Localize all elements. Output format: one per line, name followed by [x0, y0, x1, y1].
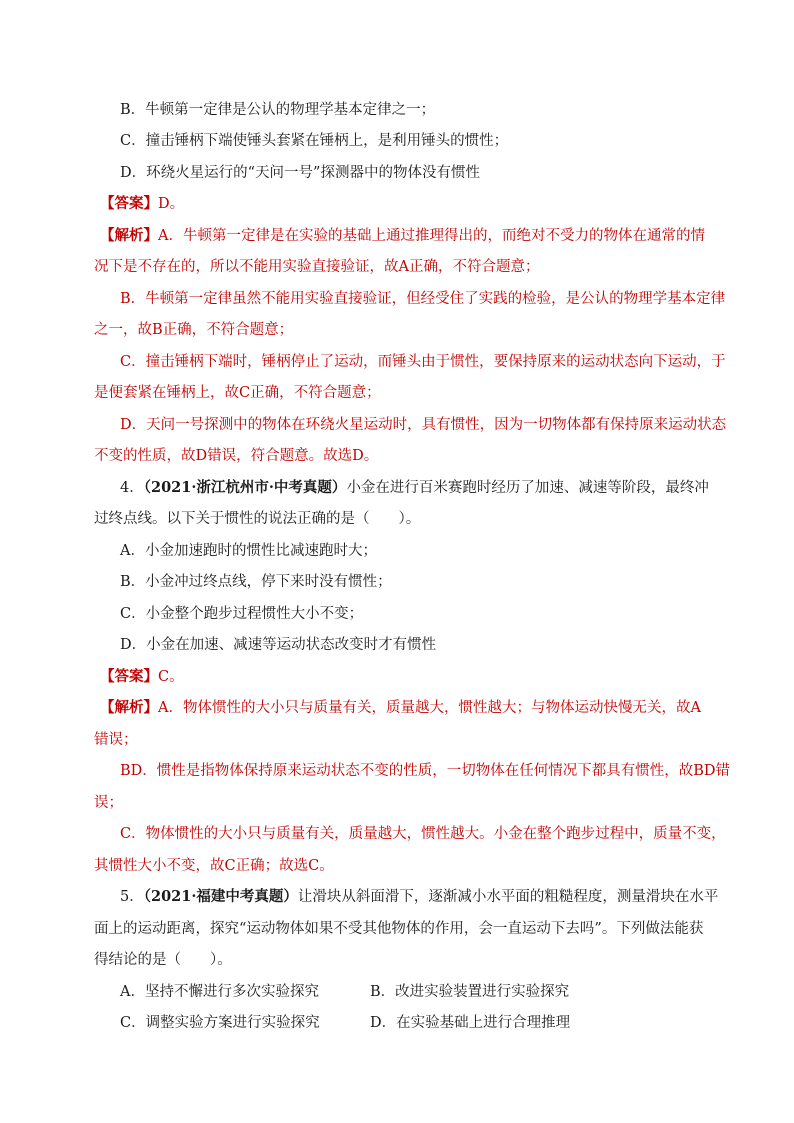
q4-analysis-line-2: 错误；	[94, 732, 138, 748]
q4-answer	[100, 667, 184, 687]
q3-analysis-line-8: 不变的性质，故D错误，符合题意。故选D。	[94, 448, 379, 464]
q5-option-b: B．改进实验装置进行实验探究	[370, 984, 570, 1000]
q5-stem-line-1	[120, 887, 718, 907]
analysis-tag: 【解析】	[100, 227, 158, 244]
q4-analysis-line-4: 误；	[94, 795, 123, 811]
q5-option-c: C．调整实验方案进行实验探究	[120, 1015, 320, 1031]
answer-value: C。	[158, 669, 184, 685]
q3-analysis-line-3: B．牛顿第一定律虽然不能用实验直接验证，但经受住了实践的检验，是公认的物理学基本定律	[120, 291, 726, 307]
answer-tag: 【答案】	[100, 195, 158, 212]
q4-option-a: A．小金加速跑时的惯性比减速跑时大；	[120, 543, 377, 559]
analysis-tag: 【解析】	[100, 699, 158, 716]
question-stem: 小金在进行百米赛跑时经历了加速、减速等阶段，最终冲	[346, 480, 709, 496]
q5-stem-line-3: 得结论的是（ ）。	[94, 952, 232, 968]
question-source: （2021·福建中考真题）	[143, 888, 298, 905]
q3-analysis-line-5: C．撞击锤柄下端时，锤柄停止了运动，而锤头由于惯性，要保持原来的运动状态向下运动，于	[120, 354, 726, 370]
question-stem: 让滑块从斜面滑下，逐渐减小水平面的粗糙程度，测量滑块在水平	[297, 889, 719, 905]
q4-stem-line-1	[120, 478, 709, 498]
answer-value: D。	[158, 196, 185, 212]
q4-analysis-line-5: C．物体惯性的大小只与质量有关，质量越大，惯性越大。小金在整个跑步过程中，质量不变，	[120, 826, 726, 842]
q4-stem-line-2: 过终点线。以下关于惯性的说法正确的是（ ）。	[94, 511, 421, 527]
analysis-text: A．牛顿第一定律是在实验的基础上通过推理得出的，而绝对不受力的物体在通常的情	[158, 228, 705, 244]
q3-analysis-line-1	[100, 226, 705, 246]
q5-stem-line-2: 面上的运动距离，探究“运动物体如果不受其他物体的作用，会一直运动下去吗”。下列做法能获	[94, 921, 704, 937]
q5-option-d: D．在实验基础上进行合理推理	[370, 1015, 571, 1031]
q3-analysis-line-7: D．天问一号探测中的物体在环绕火星运动时，具有惯性，因为一切物体都有保持原来运动状态	[120, 417, 727, 433]
answer-tag: 【答案】	[100, 668, 158, 685]
question-source: （2021·浙江杭州市·中考真题）	[143, 479, 347, 496]
q3-option-b: B．牛顿第一定律是公认的物理学基本定律之一；	[120, 102, 436, 118]
question-number: 4．	[120, 480, 144, 496]
q4-analysis-line-1	[100, 698, 701, 718]
question-number: 5．	[120, 889, 144, 905]
q3-analysis-line-2: 况下是不存在的，所以不能用实验直接验证，故A正确，不符合题意；	[94, 259, 540, 275]
q3-option-d: D．环绕火星运行的“天问一号”探测器中的物体没有惯性	[120, 165, 480, 181]
q3-analysis-line-6: 是便套紧在锤柄上，故C正确，不符合题意；	[94, 385, 381, 401]
analysis-text: A．物体惯性的大小只与质量有关，质量越大，惯性越大；与物体运动快慢无关，故A	[158, 700, 701, 716]
q3-answer	[100, 194, 184, 214]
q4-option-b: B．小金冲过终点线，停下来时没有惯性；	[120, 574, 392, 590]
q4-option-d: D．小金在加速、减速等运动状态改变时才有惯性	[120, 637, 437, 653]
q3-option-c: C．撞击锤柄下端使锤头套紧在锤柄上，是利用锤头的惯性；	[120, 133, 509, 149]
q3-analysis-line-4: 之一，故B正确，不符合题意；	[94, 322, 294, 338]
q4-option-c: C．小金整个跑步过程惯性大小不变；	[120, 606, 364, 622]
q4-analysis-line-6: 其惯性大小不变，故C正确；故选C。	[94, 858, 334, 874]
q5-option-a: A．坚持不懈进行多次实验探究	[120, 984, 319, 1000]
q4-analysis-line-3: BD．惯性是指物体保持原来运动状态不变的性质，一切物体在任何情况下都具有惯性，故BD错	[120, 763, 731, 779]
